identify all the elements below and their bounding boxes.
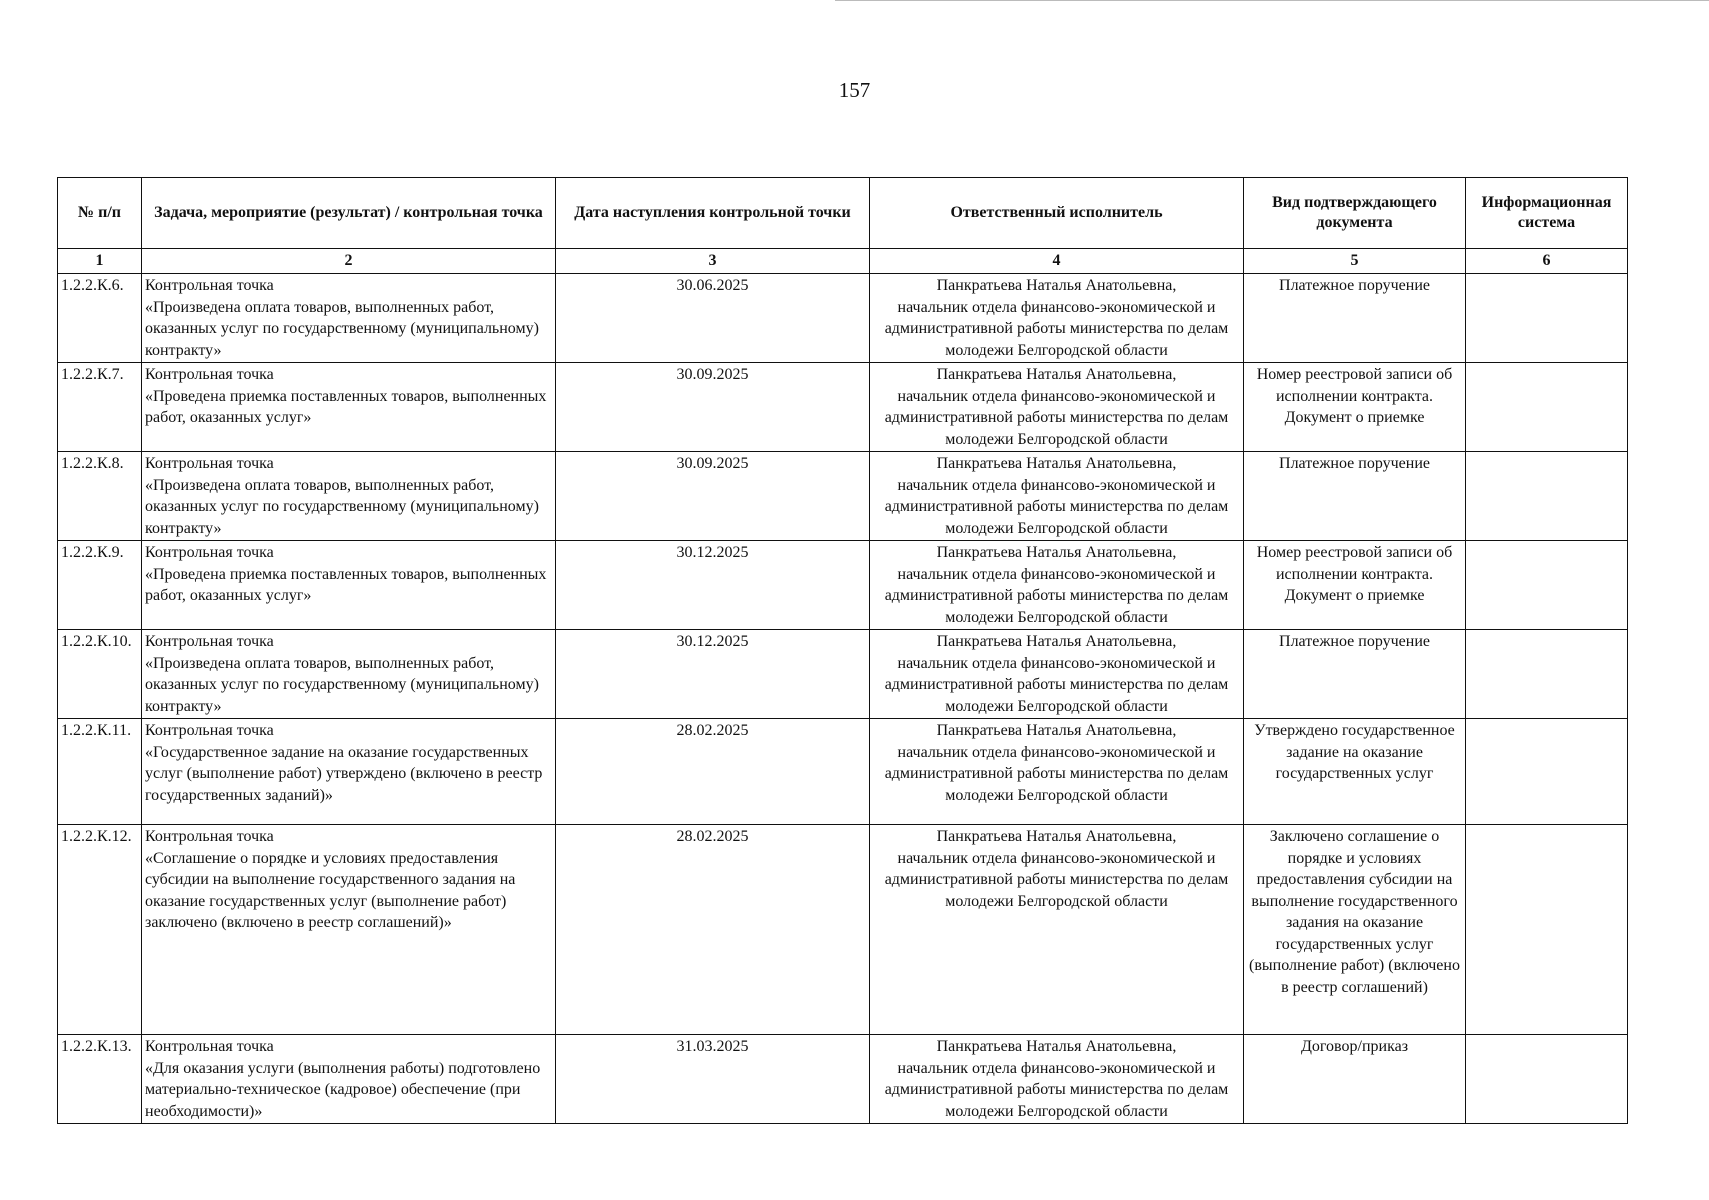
row-date: 31.03.2025 <box>556 1035 870 1124</box>
row-date: 28.02.2025 <box>556 825 870 1035</box>
row-number: 1.2.2.К.13. <box>58 1035 142 1124</box>
row-number: 1.2.2.К.8. <box>58 452 142 541</box>
row-information-system <box>1466 452 1628 541</box>
column-number: 5 <box>1244 249 1466 274</box>
header-executor: Ответственный исполнитель <box>870 178 1244 249</box>
row-document-type: Платежное поручение <box>1244 452 1466 541</box>
table-row <box>58 719 1628 825</box>
row-number: 1.2.2.К.7. <box>58 363 142 452</box>
header-num: № п/п <box>58 178 142 249</box>
column-number: 2 <box>142 249 556 274</box>
row-task: Контрольная точка «Для оказания услуги (выполнения работы) подготовлено материально-техническое (кадровое) обеспечение (при необходимости)» <box>142 1035 556 1124</box>
row-information-system <box>1466 363 1628 452</box>
row-task: Контрольная точка «Соглашение о порядке и условиях предоставления субсидии на выполнение государственного задания на оказание государственных услуг (выполнение работ) заключено (включено в реестр соглашений)» <box>142 825 556 1035</box>
row-executor: Панкратьева Наталья Анатольевна, начальник отдела финансово-экономической и административной работы министерства по делам молодежи Белгородской области <box>870 274 1244 363</box>
row-executor: Панкратьева Наталья Анатольевна, начальник отдела финансово-экономической и административной работы министерства по делам молодежи Белгородской области <box>870 363 1244 452</box>
row-executor: Панкратьева Наталья Анатольевна, начальник отдела финансово-экономической и административной работы министерства по делам молодежи Белгородской области <box>870 630 1244 719</box>
row-date: 30.09.2025 <box>556 363 870 452</box>
row-date: 30.12.2025 <box>556 630 870 719</box>
row-information-system <box>1466 719 1628 825</box>
row-executor: Панкратьева Наталья Анатольевна, начальник отдела финансово-экономической и административной работы министерства по делам молодежи Белгородской области <box>870 541 1244 630</box>
column-number-row <box>58 249 1628 274</box>
page-number: 157 <box>838 78 871 102</box>
row-information-system <box>1466 274 1628 363</box>
row-date: 30.12.2025 <box>556 541 870 630</box>
table-row <box>58 452 1628 541</box>
header-row <box>58 178 1628 249</box>
control-points-table <box>57 177 1628 1124</box>
row-document-type: Платежное поручение <box>1244 274 1466 363</box>
header-document: Вид подтверждающего документа <box>1244 178 1466 249</box>
row-document-type: Платежное поручение <box>1244 630 1466 719</box>
table-body <box>58 274 1628 1124</box>
row-document-type: Номер реестровой записи об исполнении контракта. Документ о приемке <box>1244 541 1466 630</box>
row-task: Контрольная точка «Произведена оплата товаров, выполненных работ, оказанных услуг по государственному (муниципальному) контракту» <box>142 452 556 541</box>
header-date: Дата наступления контрольной точки <box>556 178 870 249</box>
table-row <box>58 630 1628 719</box>
row-document-type: Утверждено государственное задание на оказание государственных услуг <box>1244 719 1466 825</box>
header-system: Информационная система <box>1466 178 1628 249</box>
table-row <box>58 1035 1628 1124</box>
row-task: Контрольная точка «Проведена приемка поставленных товаров, выполненных работ, оказанных услуг» <box>142 541 556 630</box>
column-number: 3 <box>556 249 870 274</box>
table-row <box>58 363 1628 452</box>
row-document-type: Договор/приказ <box>1244 1035 1466 1124</box>
row-information-system <box>1466 1035 1628 1124</box>
table-row <box>58 541 1628 630</box>
header-task: Задача, мероприятие (результат) / контрольная точка <box>142 178 556 249</box>
row-executor: Панкратьева Наталья Анатольевна, начальник отдела финансово-экономической и административной работы министерства по делам молодежи Белгородской области <box>870 719 1244 825</box>
row-task: Контрольная точка «Произведена оплата товаров, выполненных работ, оказанных услуг по государственному (муниципальному) контракту» <box>142 630 556 719</box>
row-executor: Панкратьева Наталья Анатольевна, начальник отдела финансово-экономической и административной работы министерства по делам молодежи Белгородской области <box>870 825 1244 1035</box>
column-number: 1 <box>58 249 142 274</box>
row-number: 1.2.2.К.6. <box>58 274 142 363</box>
row-date: 30.06.2025 <box>556 274 870 363</box>
row-number: 1.2.2.К.10. <box>58 630 142 719</box>
row-task: Контрольная точка «Проведена приемка поставленных товаров, выполненных работ, оказанных услуг» <box>142 363 556 452</box>
row-task: Контрольная точка «Произведена оплата товаров, выполненных работ, оказанных услуг по государственному (муниципальному) контракту» <box>142 274 556 363</box>
row-number: 1.2.2.К.9. <box>58 541 142 630</box>
row-number: 1.2.2.К.11. <box>58 719 142 825</box>
row-task: Контрольная точка «Государственное задание на оказание государственных услуг (выполнение работ) утверждено (включено в реестр государственных заданий)» <box>142 719 556 825</box>
column-number: 6 <box>1466 249 1628 274</box>
row-date: 28.02.2025 <box>556 719 870 825</box>
row-executor: Панкратьева Наталья Анатольевна, начальник отдела финансово-экономической и административной работы министерства по делам молодежи Белгородской области <box>870 452 1244 541</box>
row-information-system <box>1466 825 1628 1035</box>
column-number: 4 <box>870 249 1244 274</box>
row-information-system <box>1466 630 1628 719</box>
top-scan-line <box>835 0 1709 1</box>
row-document-type: Заключено соглашение о порядке и условиях предоставления субсидии на выполнение государственного задания на оказание государственных услуг (выполнение работ) (включено в реестр соглашений) <box>1244 825 1466 1035</box>
row-date: 30.09.2025 <box>556 452 870 541</box>
table-row <box>58 825 1628 1035</box>
row-document-type: Номер реестровой записи об исполнении контракта. Документ о приемке <box>1244 363 1466 452</box>
row-number: 1.2.2.К.12. <box>58 825 142 1035</box>
row-information-system <box>1466 541 1628 630</box>
row-executor: Панкратьева Наталья Анатольевна, начальник отдела финансово-экономической и административной работы министерства по делам молодежи Белгородской области <box>870 1035 1244 1124</box>
table-row <box>58 274 1628 363</box>
